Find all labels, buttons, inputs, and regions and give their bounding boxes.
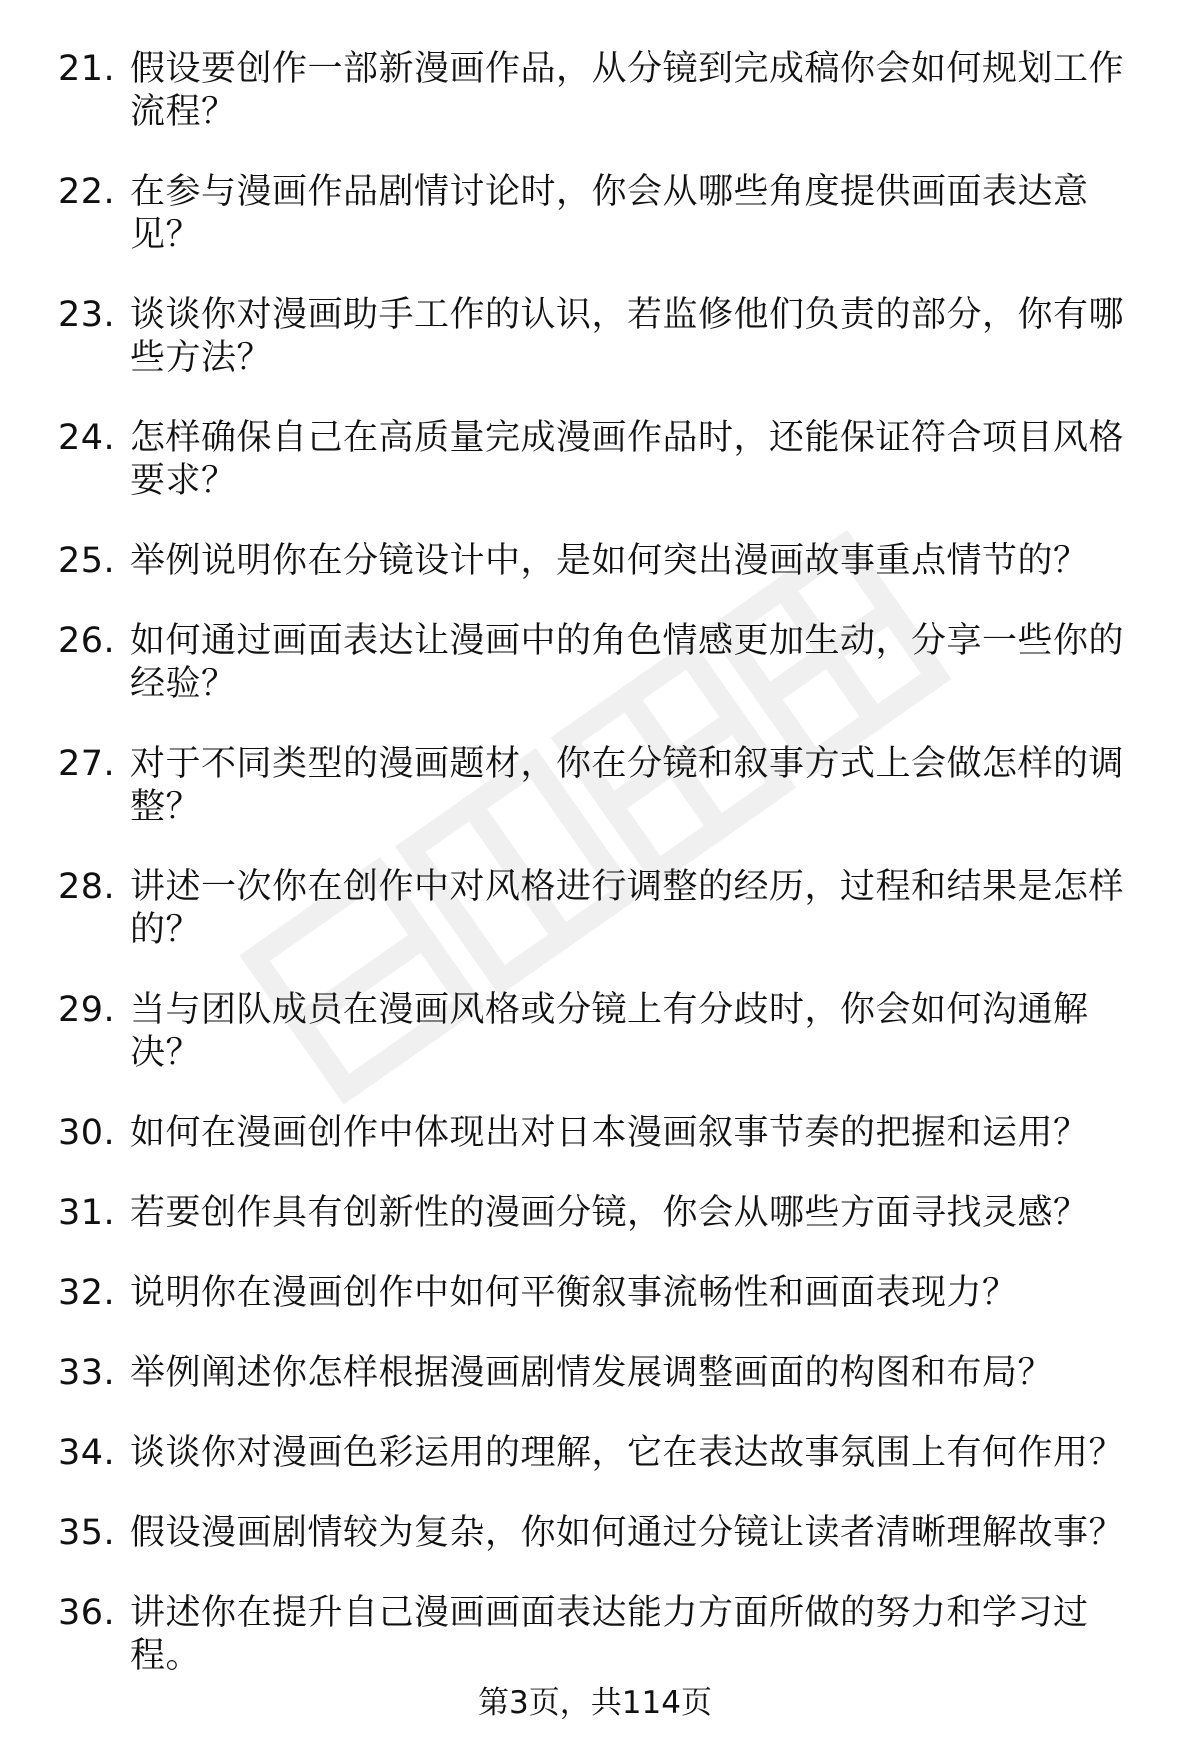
question-text: 讲述你在提升自己漫画画面表达能力方面所做的努力和学习过程。	[130, 1593, 1089, 1676]
question-number: 28.	[58, 867, 116, 907]
question-text: 如何在漫画创作中体现出对日本漫画叙事节奏的把握和运用？	[130, 1113, 1089, 1153]
question-text: 举例说明你在分镜设计中，是如何突出漫画故事重点情节的？	[130, 541, 1089, 581]
question-item	[58, 48, 1148, 134]
question-text: 怎样确保自己在高质量完成漫画作品时，还能保证符合项目风格要求？	[130, 418, 1125, 501]
question-item	[58, 1432, 1148, 1475]
question-number: 27.	[58, 744, 116, 784]
question-item	[58, 294, 1148, 380]
question-text: 说明你在漫画创作中如何平衡叙事流畅性和画面表现力？	[130, 1273, 1018, 1313]
question-item	[58, 1272, 1148, 1315]
question-item	[58, 1512, 1148, 1555]
question-item	[58, 1592, 1148, 1678]
question-number: 33.	[58, 1353, 116, 1393]
question-text: 讲述一次你在创作中对风格进行调整的经历，过程和结果是怎样的？	[130, 867, 1125, 950]
question-number: 26.	[58, 621, 116, 661]
question-text: 谈谈你对漫画助手工作的认识，若监修他们负责的部分，你有哪些方法？	[130, 295, 1125, 378]
question-text: 在参与漫画作品剧情讨论时，你会从哪些角度提供画面表达意见？	[130, 172, 1089, 255]
question-text: 假设漫画剧情较为复杂，你如何通过分镜让读者清晰理解故事？	[130, 1513, 1125, 1553]
question-item	[58, 989, 1148, 1075]
question-text: 假设要创作一部新漫画作品，从分镜到完成稿你会如何规划工作流程？	[130, 49, 1125, 132]
question-text: 谈谈你对漫画色彩运用的理解，它在表达故事氛围上有何作用？	[130, 1433, 1125, 1473]
question-number: 36.	[58, 1593, 116, 1633]
question-number: 29.	[58, 990, 116, 1030]
question-item	[58, 540, 1148, 583]
question-number: 23.	[58, 295, 116, 335]
question-number: 34.	[58, 1433, 116, 1473]
question-item	[58, 171, 1148, 257]
question-text: 当与团队成员在漫画风格或分镜上有分歧时，你会如何沟通解决？	[130, 990, 1089, 1073]
question-item	[58, 866, 1148, 952]
question-number: 32.	[58, 1273, 116, 1313]
question-item	[58, 1192, 1148, 1235]
question-item	[58, 1112, 1148, 1155]
question-item	[58, 743, 1148, 829]
page-number: 第3页，共114页	[478, 1685, 712, 1721]
question-number: 24.	[58, 418, 116, 458]
question-number: 25.	[58, 541, 116, 581]
question-text: 若要创作具有创新性的漫画分镜，你会从哪些方面寻找灵感？	[130, 1193, 1089, 1233]
question-item	[58, 417, 1148, 503]
question-list	[58, 48, 1148, 1715]
question-item	[58, 620, 1148, 706]
question-item	[58, 1352, 1148, 1395]
question-text: 对于不同类型的漫画题材，你在分镜和叙事方式上会做怎样的调整？	[130, 744, 1125, 827]
question-number: 31.	[58, 1193, 116, 1233]
question-number: 21.	[58, 49, 116, 89]
question-text: 举例阐述你怎样根据漫画剧情发展调整画面的构图和布局？	[130, 1353, 1054, 1393]
question-number: 35.	[58, 1513, 116, 1553]
question-text: 如何通过画面表达让漫画中的角色情感更加生动，分享一些你的经验？	[130, 621, 1125, 704]
question-number: 22.	[58, 172, 116, 212]
question-number: 30.	[58, 1113, 116, 1153]
